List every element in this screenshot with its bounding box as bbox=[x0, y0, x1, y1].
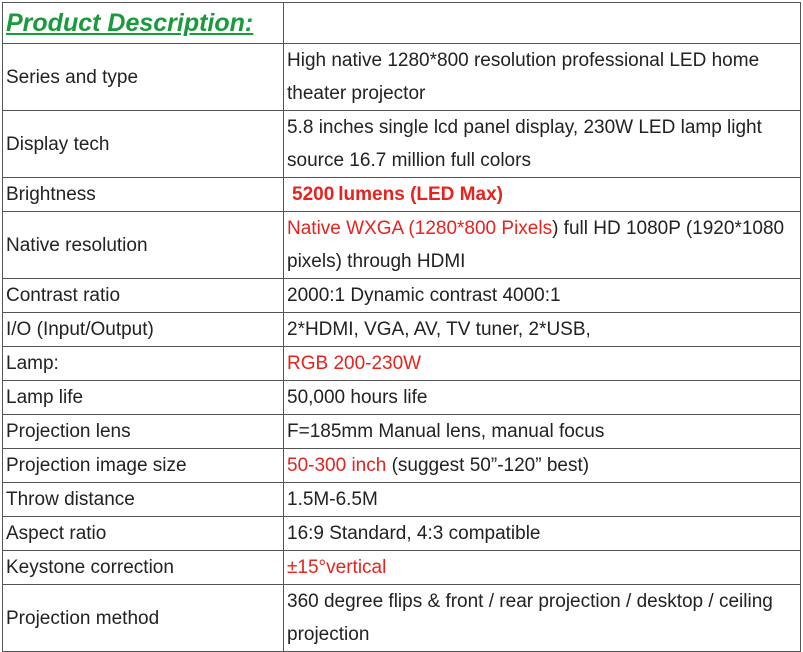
row-value: RGB 200-230W bbox=[284, 347, 801, 381]
table-row bbox=[3, 517, 801, 551]
row-value: 50,000 hours life bbox=[284, 381, 801, 415]
row-value: 1.5M-6.5M bbox=[284, 483, 801, 517]
row-value: F=185mm Manual lens, manual focus bbox=[284, 415, 801, 449]
table-row bbox=[3, 347, 801, 381]
empty-cell bbox=[284, 3, 801, 44]
row-value: 2000:1 Dynamic contrast 4000:1 bbox=[284, 279, 801, 313]
table-row bbox=[3, 585, 801, 652]
row-label: Display tech bbox=[3, 111, 284, 178]
table-row bbox=[3, 212, 801, 279]
table-row bbox=[3, 3, 801, 44]
table-row bbox=[3, 313, 801, 347]
table-row bbox=[3, 381, 801, 415]
value-text: (suggest 50”-120” best) bbox=[386, 455, 590, 476]
row-value: 2*HDMI, VGA, AV, TV tuner, 2*USB, bbox=[284, 313, 801, 347]
table-row bbox=[3, 44, 801, 111]
row-value bbox=[284, 449, 801, 483]
row-value: High native 1280*800 resolution professional LED home theater projector bbox=[284, 44, 801, 111]
table-row bbox=[3, 279, 801, 313]
row-label: Series and type bbox=[3, 44, 284, 111]
product-spec-table bbox=[2, 2, 801, 652]
row-label: Projection method bbox=[3, 585, 284, 652]
table-row bbox=[3, 415, 801, 449]
table-row bbox=[3, 111, 801, 178]
row-label: Projection image size bbox=[3, 449, 284, 483]
row-label: I/O (Input/Output) bbox=[3, 313, 284, 347]
table-row bbox=[3, 551, 801, 585]
value-text: ) full HD 1080P (1920*1080 pixels) through HDMI bbox=[287, 218, 785, 272]
row-label: Native resolution bbox=[3, 212, 284, 279]
row-value bbox=[284, 178, 801, 212]
row-value: 5.8 inches single lcd panel display, 230W LED lamp light source 16.7 million full colors bbox=[284, 111, 801, 178]
row-label: Keystone correction bbox=[3, 551, 284, 585]
value-highlight: 50-300 inch bbox=[287, 455, 387, 476]
table-row bbox=[3, 483, 801, 517]
brightness-unit: lumens (LED Max) bbox=[338, 184, 503, 205]
row-label: Aspect ratio bbox=[3, 517, 284, 551]
row-label: Contrast ratio bbox=[3, 279, 284, 313]
row-label: Lamp: bbox=[3, 347, 284, 381]
row-value bbox=[284, 212, 801, 279]
table-row bbox=[3, 178, 801, 212]
table-row bbox=[3, 449, 801, 483]
row-label: Brightness bbox=[3, 178, 284, 212]
value-highlight: Native WXGA (1280*800 Pixels bbox=[287, 218, 553, 239]
brightness-number: 5200 bbox=[292, 184, 335, 205]
row-value: ±15°vertical bbox=[284, 551, 801, 585]
row-value: 360 degree flips & front / rear projection / desktop / ceiling projection bbox=[284, 585, 801, 652]
row-label: Lamp life bbox=[3, 381, 284, 415]
row-value: 16:9 Standard, 4:3 compatible bbox=[284, 517, 801, 551]
row-label: Throw distance bbox=[3, 483, 284, 517]
row-label: Projection lens bbox=[3, 415, 284, 449]
page-title: Product Description: bbox=[6, 9, 254, 37]
title-cell bbox=[3, 3, 284, 44]
